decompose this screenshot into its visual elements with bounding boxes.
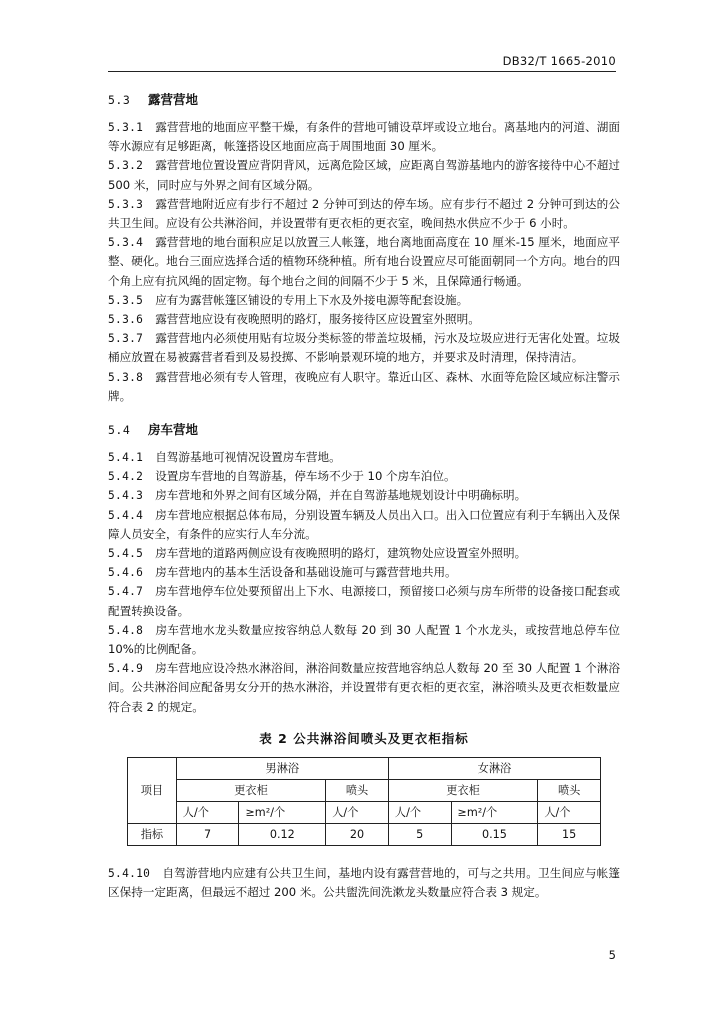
clause-5-3-1 <box>108 118 620 156</box>
section-heading-5-4 <box>108 418 620 442</box>
section-title: 露营营地 <box>148 92 199 107</box>
table-unit-area: ≥m²/个 <box>451 801 538 823</box>
clause-5-4-10 <box>108 864 620 902</box>
section-number: 5.4 <box>108 423 131 438</box>
clause-5-3-3 <box>108 195 620 233</box>
clause-text: 房车营地和外界之间有区域分隔，并在自驾游基地规划设计中明确标明。 <box>155 488 527 503</box>
clause-text: 房车营地应设冷热水淋浴间，淋浴间数量应按营地容纳总人数每 20 至 30 人配置 1 个淋浴间。公共淋浴间应配备男女分开的热水淋浴，并设置带有更衣柜的更衣室，淋浴喷头及更衣柜数量应符合表 2 的规定。 <box>108 661 620 714</box>
document-code: DB32/T 1665-2010 <box>502 54 616 68</box>
table-header-female-locker: 更衣柜 <box>388 779 537 801</box>
table-cell: 20 <box>326 823 389 845</box>
clause-5-4-1 <box>108 448 620 467</box>
table-unit-area: ≥m²/个 <box>239 801 326 823</box>
clause-text: 自驾游基地可视情况设置房车营地。 <box>155 450 341 465</box>
table-unit-person: 人/个 <box>176 801 239 823</box>
table-header-male: 男淋浴 <box>176 757 388 779</box>
clause-number: 5.4.1 <box>108 451 144 465</box>
clause-text: 露营营地位置设置应背阴背风，远离危险区域，应距离自驾游基地内的游客接待中心不超过 500 米，同时应与外界之间有区域分隔。 <box>108 158 620 192</box>
clause-5-3-5 <box>108 291 620 310</box>
clause-text: 自驾游营地内应建有公共卫生间，基地内设有露营营地的，可与之共用。卫生间应与帐篷区保持一定距离，但最远不超过 200 米。公共盥洗间洗漱龙头数量应符合表 3 规定。 <box>108 865 620 900</box>
table-cell: 0.15 <box>451 823 538 845</box>
clause-text: 露营营地必须有专人管理，夜晚应有人职守。靠近山区、森林、水面等危险区域应标注警示牌。 <box>108 369 620 403</box>
table-cell: 7 <box>176 823 239 845</box>
clause-number: 5.4.5 <box>108 547 144 561</box>
shower-locker-table <box>127 757 601 846</box>
clause-number: 5.3.7 <box>108 332 144 346</box>
table-unit-person: 人/个 <box>538 801 601 823</box>
clause-text: 露营营地应设有夜晚照明的路灯，服务接待区应设置室外照明。 <box>155 312 480 327</box>
clause-number: 5.4.9 <box>108 662 144 676</box>
clause-5-3-6 <box>108 310 620 329</box>
clause-5-4-3 <box>108 486 620 505</box>
section-5-3-list <box>108 118 620 406</box>
header-rule <box>108 71 616 72</box>
clause-text: 房车营地内的基本生活设备和基础设施可与露营营地共用。 <box>155 565 457 580</box>
clause-5-3-7 <box>108 329 620 367</box>
clause-5-4-5 <box>108 544 620 563</box>
clause-text: 应有为露营帐篷区铺设的专用上下水及外接电源等配套设施。 <box>155 292 469 307</box>
table-header-male-locker: 更衣柜 <box>176 779 325 801</box>
clause-number: 5.3.4 <box>108 236 144 250</box>
section-heading-5-3 <box>108 88 620 112</box>
clause-text: 房车营地停车位处要预留出上下水、电源接口，预留接口必须与房车所带的设备接口配套或配置转换设备。 <box>108 584 620 618</box>
table-header-female-shower: 喷头 <box>538 779 601 801</box>
clause-5-3-4 <box>108 233 620 291</box>
clause-number: 5.3.5 <box>108 293 144 307</box>
clause-number: 5.4.10 <box>108 866 151 880</box>
clause-5-4-6 <box>108 563 620 582</box>
clause-number: 5.3.8 <box>108 370 144 384</box>
page-number: 5 <box>608 948 616 962</box>
table-cell: 0.12 <box>239 823 326 845</box>
clause-5-4-4 <box>108 506 620 544</box>
table-unit-person: 人/个 <box>388 801 451 823</box>
table-header-item: 项目 <box>128 757 177 823</box>
clause-number: 5.4.6 <box>108 566 144 580</box>
clause-number: 5.3.2 <box>108 159 144 173</box>
table-row-label: 指标 <box>128 823 177 845</box>
clause-text: 露营营地的地台面积应足以放置三人帐篷，地台离地面高度在 10 厘米-15 厘米，地面应平整、硬化。地台三面应选择合适的植物环绕种植。所有地台设置应尽可能面朝同一个方向。地台的四个角上应有抗风绳的固定物。每个地台之间的间隔不少于 5 米，且保障通行畅通。 <box>108 235 620 288</box>
table-cell: 5 <box>388 823 451 845</box>
clause-text: 设置房车营地的自驾游基，停车场不少于 10 个房车泊位。 <box>155 469 456 484</box>
table-header-male-shower: 喷头 <box>326 779 389 801</box>
table-caption: 表 2 公共淋浴间喷头及更衣柜指标 <box>259 730 469 746</box>
clause-5-4-8 <box>108 621 620 659</box>
clause-number: 5.4.4 <box>108 508 144 522</box>
clause-5-4-2 <box>108 467 620 486</box>
table-unit-person: 人/个 <box>326 801 389 823</box>
clause-number: 5.4.3 <box>108 489 144 503</box>
clause-number: 5.3.1 <box>108 121 144 134</box>
clause-number: 5.4.7 <box>108 585 144 599</box>
clause-5-4-7 <box>108 582 620 620</box>
table-header-female: 女淋浴 <box>388 757 600 779</box>
clause-text: 露营营地附近应有步行不超过 2 分钟可到达的停车场。应有步行不超过 2 分钟可到达的公共卫生间。应设有公共淋浴间，并设置带有更衣柜的更衣室，晚间热水供应不少于 6 小时。 <box>108 196 620 231</box>
section-title: 房车营地 <box>148 422 199 438</box>
clause-5-4-9 <box>108 659 620 717</box>
clause-text: 房车营地的道路两侧应设有夜晚照明的路灯，建筑物处应设置室外照明。 <box>155 546 527 561</box>
clause-text: 房车营地水龙头数量应按容纳总人数每 20 到 30 人配置 1 个水龙头，或按营地总停车位 10%的比例配备。 <box>108 622 620 657</box>
section-5-4-list <box>108 448 620 717</box>
clause-number: 5.3.3 <box>108 197 144 211</box>
clause-text: 露营营地内必须使用贴有垃圾分类标签的带盖垃圾桶，污水及垃圾应进行无害化处置。垃圾桶应放置在易被露营者看到及易投掷、不影响景观环境的地方，并要求及时清理，保持清洁。 <box>108 331 620 365</box>
clause-number: 5.4.2 <box>108 470 144 484</box>
page-content <box>108 88 620 902</box>
clause-number: 5.3.6 <box>108 313 144 327</box>
section-number: 5.3 <box>108 93 131 107</box>
clause-number: 5.4.8 <box>108 623 144 637</box>
clause-text: 露营营地的地面应平整干燥，有条件的营地可铺设草坪或设立地台。离基地内的河道、湖面等水源应有足够距离，帐篷搭设区地面应高于周围地面 30 厘米。 <box>108 120 620 154</box>
clause-5-3-8 <box>108 368 620 406</box>
clause-5-3-2 <box>108 156 620 194</box>
clause-text: 房车营地应根据总体布局，分别设置车辆及人员出入口。出入口位置应有利于车辆出入及保障人员安全，有条件的应实行人车分流。 <box>108 507 620 541</box>
table-cell: 15 <box>538 823 601 845</box>
